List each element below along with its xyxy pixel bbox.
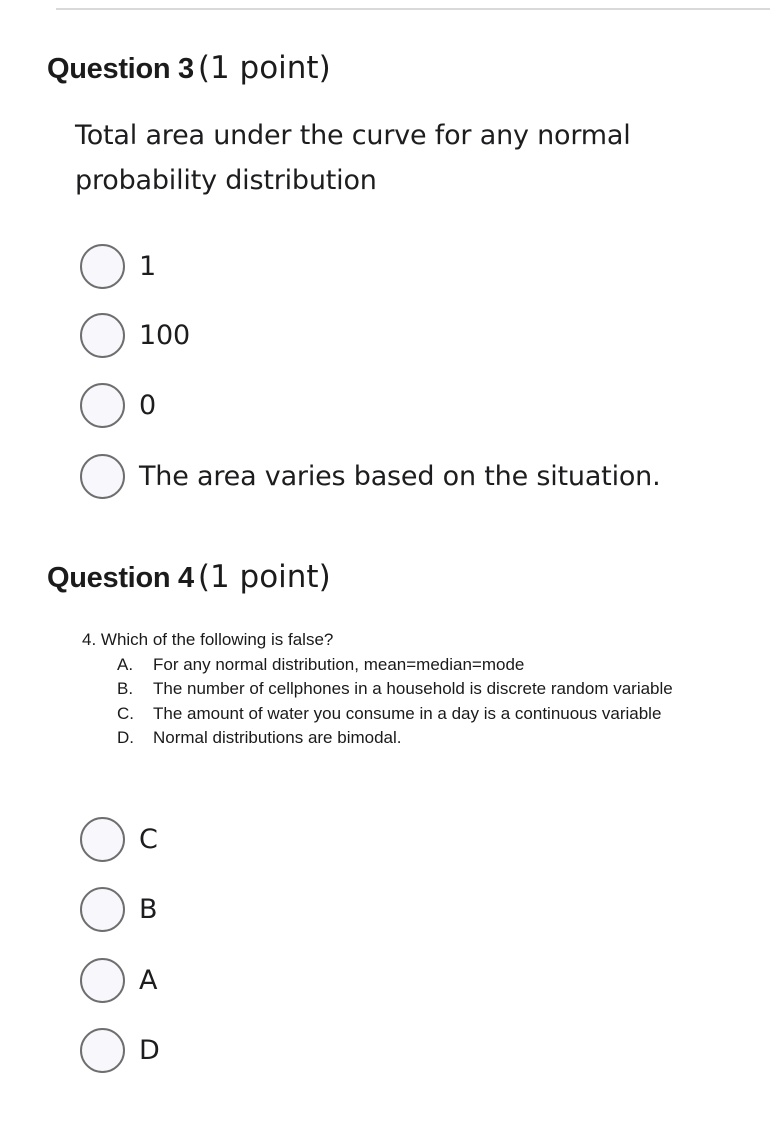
embedded-item-b [82,677,762,702]
prompt-line: probability distribution [75,165,377,196]
item-letter: B. [117,679,134,698]
embedded-item-a [82,653,762,678]
question-4-option-c[interactable] [80,816,158,862]
question-3-heading [47,50,331,86]
question-4-embedded-image-text [82,628,762,751]
item-text: The number of cellphones in a household is discrete random variable [153,679,673,698]
section-divider [56,8,770,10]
item-text: For any normal distribution, mean=median=mode [153,654,525,674]
option-label[interactable]: C [139,823,158,855]
question-4-heading [47,559,331,595]
question-number: Question 4 [47,562,194,594]
embedded-item-c [82,702,762,727]
option-label[interactable]: B [139,893,158,925]
embedded-question-stem: 4. Which of the following is false? [82,630,334,649]
question-4-option-d[interactable] [80,1027,160,1073]
question-3-option-varies[interactable] [80,453,660,499]
radio-button-icon[interactable] [80,383,125,428]
question-4-option-a[interactable] [80,957,157,1003]
option-label[interactable]: 100 [139,319,190,351]
embedded-item-d [82,726,762,751]
question-3-option-0[interactable] [80,382,156,428]
question-number: Question 3 [47,53,194,85]
option-label[interactable]: 0 [139,389,156,421]
item-letter: C. [117,703,134,723]
item-letter: D. [117,728,134,747]
option-label[interactable]: A [139,964,158,996]
radio-button-icon[interactable] [80,244,125,289]
radio-button-icon[interactable] [80,313,125,358]
radio-button-icon[interactable] [80,817,125,862]
radio-button-icon[interactable] [80,1028,125,1073]
question-3-option-1[interactable] [80,243,156,289]
question-4-option-b[interactable] [80,886,157,932]
radio-button-icon[interactable] [80,887,125,932]
question-points: (1 point) [197,50,331,86]
option-label[interactable]: 1 [139,250,156,282]
radio-button-icon[interactable] [80,958,125,1003]
option-label[interactable]: D [139,1034,160,1066]
item-letter: A. [117,654,134,674]
item-text: Normal distributions are bimodal. [153,728,402,747]
question-3-prompt [75,113,735,203]
option-label[interactable]: The area varies based on the situation. [139,460,661,492]
question-points: (1 point) [197,559,331,595]
question-3-option-100[interactable] [80,312,190,358]
item-text: The amount of water you consume in a day is a continuous variable [153,703,662,723]
radio-button-icon[interactable] [80,454,125,499]
prompt-line: Total area under the curve for any normal [75,120,631,151]
